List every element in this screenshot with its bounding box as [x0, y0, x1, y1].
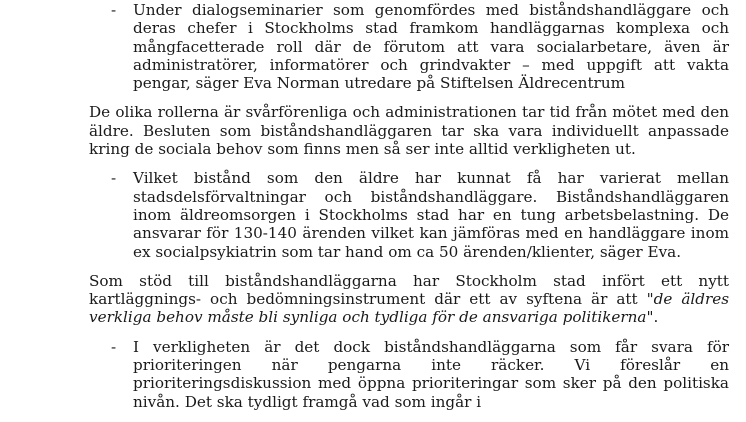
- document-page: [89, 1, 729, 422]
- paragraph-text: Som stöd till biståndshandläggarna har Stockholm stad infört ett nytt kartläggnings- och bedömningsinstrument där ett av syftena är att ": [89, 271, 729, 309]
- body-paragraph: De olika rollerna är svårförenliga och administrationen tar tid från mötet med den äldre. Besluten som biståndshandläggaren tar ska vara individuellt anpassade kring de sociala behov som finns men så ser inte alltid verkligheten ut.: [89, 103, 729, 159]
- bullet-text: I verkligheten är det dock biståndshandläggarna som får svara för prioriteringen när pengarna inte räcker. Vi föreslår en prioriteringsdiskussion med öppna prioriteringar som sker på den politiska nivån. Det ska tydligt framgå vad som ingår i: [133, 337, 729, 411]
- bullet-text: Under dialogseminarier som genomfördes med biståndshandläggare och deras chefer i Stockholms stad framkom handläggarnas komplexa och mångfacetterade roll där de förutom att vara socialarbetare, även är administratörer, informatörer och grindvakter – med uppgift att vakta pengar, säger Eva Norman utredare på Stiftelsen Äldrecentrum: [133, 1, 729, 93]
- bullet-item: [89, 169, 729, 260]
- italic-quote: de äldres verkliga behov måste bli synliga och tydliga för de ansvariga politikerna: [89, 290, 729, 327]
- bullet-item: [89, 338, 729, 411]
- bullet-dash: -: [111, 337, 117, 356]
- body-paragraph: [89, 272, 729, 327]
- bullet-dash: -: [111, 1, 117, 19]
- bullet-dash: -: [111, 169, 117, 188]
- bullet-item: [89, 1, 729, 92]
- bullet-text: Vilket bistånd som den äldre har kunnat få har varierat mellan stadsdelsförvaltningar och biståndshandläggare. Biståndshandläggaren inom äldreomsorgen i Stockholms stad har en tung arbetsbelastning. De ansvarar för 130-140 ärenden vilket kan jämföras med en handläggare inom ex socialpsykiatrin som tar hand om ca 50 ärenden/klienter, säger Eva.: [133, 169, 729, 261]
- paragraph-text-end: ".: [646, 308, 659, 327]
